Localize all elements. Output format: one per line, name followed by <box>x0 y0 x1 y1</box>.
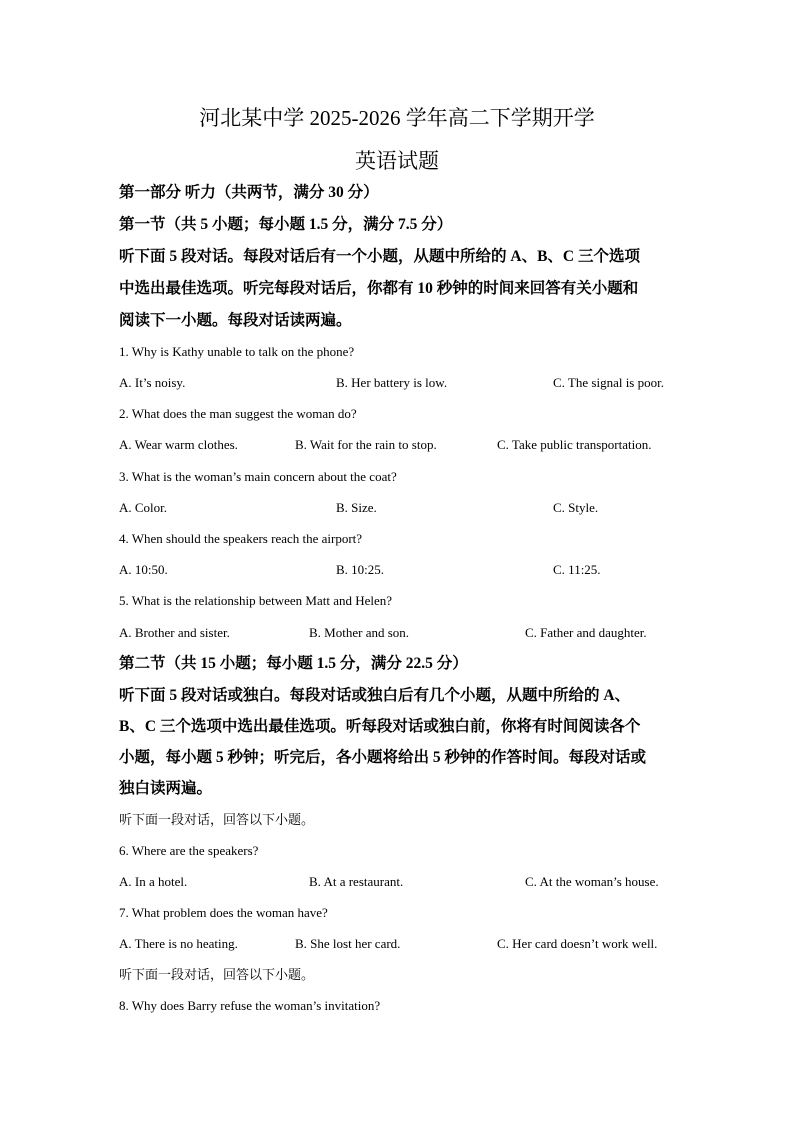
section2-instruction-line: 听下面 5 段对话或独白。每段对话或独白后有几个小题，从题中所给的 A、 <box>119 687 631 704</box>
section2-heading: 第二节（共 15 小题；每小题 1.5 分，满分 22.5 分） <box>119 655 468 672</box>
option-c: C. Father and daughter. <box>525 625 647 640</box>
option-c: C. The signal is poor. <box>553 375 664 390</box>
question-2: 2. What does the man suggest the woman do? <box>119 406 357 421</box>
option-b: B. Her battery is low. <box>336 375 448 390</box>
section2-instruction-line: 独白读两遍。 <box>119 780 213 797</box>
dialogue-intro: 听下面一段对话，回答以下小题。 <box>119 812 315 827</box>
option-a: A. It’s noisy. <box>119 375 186 390</box>
option-a: A. Color. <box>119 500 168 515</box>
option-a: A. Brother and sister. <box>119 625 230 640</box>
section1-instruction-line: 阅读下一小题。每段对话读两遍。 <box>119 312 352 329</box>
option-b: B. 10:25. <box>336 562 385 577</box>
question-3: 3. What is the woman’s main concern about the coat? <box>119 469 397 484</box>
option-c: C. At the woman’s house. <box>525 874 659 889</box>
part1-heading: 第一部分 听力（共两节，满分 30 分） <box>119 184 379 201</box>
question-6: 6. Where are the speakers? <box>119 843 259 858</box>
question-4: 4. When should the speakers reach the airport? <box>119 531 363 546</box>
option-c: C. Take public transportation. <box>497 437 652 452</box>
exam-title: 河北某中学 2025-2026 学年高二下学期开学 <box>199 106 595 130</box>
option-c: C. Style. <box>553 500 599 515</box>
option-b: B. Wait for the rain to stop. <box>295 437 437 452</box>
option-b: B. Size. <box>336 500 377 515</box>
dialogue-intro: 听下面一段对话，回答以下小题。 <box>119 967 315 982</box>
option-b: B. At a restaurant. <box>309 874 404 889</box>
exam-subtitle: 英语试题 <box>355 149 439 173</box>
question-7: 7. What problem does the woman have? <box>119 905 328 920</box>
option-a: A. There is no heating. <box>119 936 238 951</box>
option-b: B. She lost her card. <box>295 936 401 951</box>
option-a: A. In a hotel. <box>119 874 188 889</box>
option-a: A. Wear warm clothes. <box>119 437 238 452</box>
section2-instruction-line: B、C 三个选项中选出最佳选项。听每段对话或独白前，你将有时间阅读各个 <box>119 718 641 735</box>
question-8: 8. Why does Barry refuse the woman’s invitation? <box>119 998 381 1013</box>
section1-instruction-line: 中选出最佳选项。听完每段对话后，你都有 10 秒钟的时间来回答有关小题和 <box>119 280 639 297</box>
option-a: A. 10:50. <box>119 562 168 577</box>
section1-instruction-line: 听下面 5 段对话。每段对话后有一个小题，从题中所给的 A、B、C 三个选项 <box>119 248 640 265</box>
section2-instruction-line: 小题，每小题 5 秒钟；听完后，各小题将给出 5 秒钟的作答时间。每段对话或 <box>119 749 647 766</box>
question-5: 5. What is the relationship between Matt and Helen? <box>119 593 393 608</box>
section1-heading: 第一节（共 5 小题；每小题 1.5 分，满分 7.5 分） <box>119 216 453 233</box>
option-c: C. 11:25. <box>553 562 601 577</box>
question-1: 1. Why is Kathy unable to talk on the phone? <box>119 344 355 359</box>
option-c: C. Her card doesn’t work well. <box>497 936 658 951</box>
option-b: B. Mother and son. <box>309 625 410 640</box>
